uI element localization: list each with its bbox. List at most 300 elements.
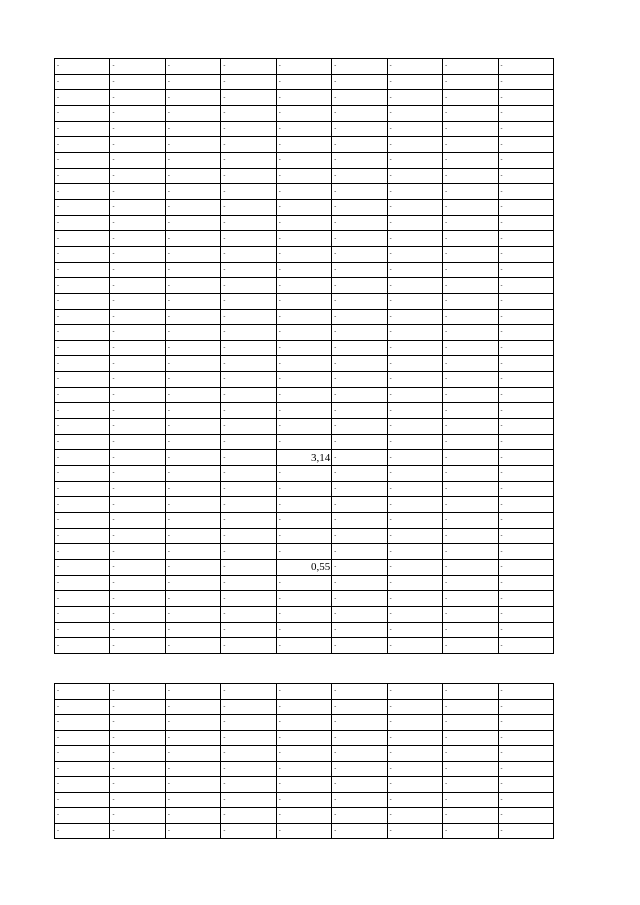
table-cell: - [498,387,554,403]
table-cell: - [498,699,554,715]
table-cell: - [165,513,220,529]
table-cell: - [498,325,554,341]
table-cell: - [443,638,498,654]
table-cell: - [55,403,110,419]
table-cell: - [387,808,442,824]
table-cell: - [165,215,220,231]
table-cell: - [332,450,387,466]
table-row [55,121,554,137]
table-cell: - [110,372,165,388]
table-cell: - [443,575,498,591]
table-cell: - [110,340,165,356]
table-cell: - [221,466,276,482]
table-cell: - [387,74,442,90]
table-row [55,808,554,824]
table-row [55,575,554,591]
table-cell: - [165,746,220,762]
table-cell: - [498,638,554,654]
table-cell: - [387,528,442,544]
table-cell: - [221,372,276,388]
table-cell: - [387,325,442,341]
table-cell: - [55,450,110,466]
table-cell: - [387,622,442,638]
table-cell: - [276,777,331,793]
table-cell: - [498,792,554,808]
table-cell: - [276,231,331,247]
table-cell: - [55,231,110,247]
table-cell: - [165,137,220,153]
table-cell: - [387,792,442,808]
table-cell: - [276,356,331,372]
table-row [55,622,554,638]
table-cell: - [221,246,276,262]
table-cell: - [443,434,498,450]
table-cell: - [110,684,165,700]
table-cell: - [387,730,442,746]
table-cell: - [55,434,110,450]
table-cell: - [55,528,110,544]
table-cell: - [332,434,387,450]
table-cell: - [498,513,554,529]
table-cell: 3,14 [276,450,331,466]
table-cell: - [498,293,554,309]
table-cell: - [165,761,220,777]
table-cell: - [221,278,276,294]
table-cell: - [276,792,331,808]
table-cell: - [443,622,498,638]
table-cell: - [165,481,220,497]
table-row [55,215,554,231]
table-cell: - [498,528,554,544]
table-cell: - [110,823,165,839]
table-cell: - [443,715,498,731]
table-cell: - [387,419,442,435]
table-cell: - [165,575,220,591]
table-cell: - [387,591,442,607]
table-cell: - [443,808,498,824]
table-cell: - [221,730,276,746]
table-cell: - [55,466,110,482]
table-cell: - [221,215,276,231]
table-cell: - [276,293,331,309]
table-row [55,777,554,793]
table-cell: - [221,699,276,715]
table-cell: - [332,591,387,607]
table-row [55,168,554,184]
table-cell: - [110,792,165,808]
table-cell: - [110,699,165,715]
table-cell: - [443,372,498,388]
table-cell: - [498,434,554,450]
table-cell: - [110,715,165,731]
table-cell: - [221,403,276,419]
table-cell: - [165,152,220,168]
table-cell: - [165,59,220,75]
table-cell: - [498,777,554,793]
table-cell: - [276,325,331,341]
table-cell: - [387,466,442,482]
table-cell: - [443,560,498,576]
table-cell: - [110,215,165,231]
table-cell: - [387,403,442,419]
table-row [55,387,554,403]
table-cell: - [443,513,498,529]
table-cell: - [443,730,498,746]
table-cell: - [276,823,331,839]
table-cell: - [443,184,498,200]
table-cell: - [221,137,276,153]
table-cell: - [387,544,442,560]
table-cell: - [221,777,276,793]
table-cell: - [55,777,110,793]
table-cell: - [55,746,110,762]
table-cell: - [498,419,554,435]
table-cell: - [498,372,554,388]
table-cell: - [498,622,554,638]
table-cell: - [498,74,554,90]
table-cell: - [165,105,220,121]
table-cell: - [221,513,276,529]
table-cell: - [110,575,165,591]
table-cell: - [387,699,442,715]
table-cell: - [110,591,165,607]
table-cell: - [55,513,110,529]
table-cell: - [165,74,220,90]
table-cell: - [110,450,165,466]
table-row [55,59,554,75]
table-cell: - [332,231,387,247]
table-cell: - [332,105,387,121]
table-cell: - [221,715,276,731]
table-cell: - [387,309,442,325]
table-cell: - [498,403,554,419]
table-cell: - [498,715,554,731]
table-cell: - [165,497,220,513]
table-cell: - [110,761,165,777]
table-cell: - [443,823,498,839]
table-cell: - [110,262,165,278]
table-cell: - [55,59,110,75]
table-cell: - [498,246,554,262]
data-table-bottom [54,683,554,839]
table-cell: - [443,591,498,607]
table-cell: - [110,481,165,497]
table-cell: - [332,340,387,356]
table-cell: - [332,372,387,388]
table-cell: - [110,419,165,435]
table-cell: - [443,792,498,808]
table-cell: - [387,105,442,121]
table-cell: - [221,606,276,622]
table-cell: - [387,278,442,294]
table-cell: - [498,184,554,200]
table-row [55,419,554,435]
table-cell: - [332,262,387,278]
table-cell: - [221,121,276,137]
table-cell: - [387,823,442,839]
table-cell: - [332,419,387,435]
table-cell: - [443,74,498,90]
table-row [55,137,554,153]
table-cell: - [55,684,110,700]
table-cell: - [332,309,387,325]
table-cell: - [443,544,498,560]
table-cell: - [498,823,554,839]
table-cell: - [165,466,220,482]
table-cell: - [332,560,387,576]
table-cell: - [110,606,165,622]
table-cell: - [387,121,442,137]
table-cell: - [165,121,220,137]
table-row [55,90,554,106]
table-cell: - [387,168,442,184]
table-cell: - [443,293,498,309]
table-cell: - [332,387,387,403]
table-cell: - [165,450,220,466]
table-cell: - [165,699,220,715]
data-table-body [55,59,554,654]
table-cell: - [110,90,165,106]
table-cell: - [55,262,110,278]
table-cell: - [276,622,331,638]
table-cell: - [332,121,387,137]
table-cell: - [443,419,498,435]
table-cell: - [165,309,220,325]
table-cell: - [332,403,387,419]
table-cell: - [387,137,442,153]
table-cell: - [443,246,498,262]
table-cell: - [443,403,498,419]
table-cell: - [110,560,165,576]
table-cell: - [165,638,220,654]
table-cell: - [276,481,331,497]
table-cell: - [165,528,220,544]
table-cell: - [387,387,442,403]
table-cell: - [387,356,442,372]
table-cell: - [276,606,331,622]
data-table-top [54,58,554,654]
table-cell: - [55,215,110,231]
table-cell: - [332,90,387,106]
table-cell: - [387,184,442,200]
table-row [55,372,554,388]
table-cell: - [443,699,498,715]
table-cell: - [165,622,220,638]
table-row [55,466,554,482]
table-cell: - [165,246,220,262]
table-cell: - [165,340,220,356]
table-row [55,528,554,544]
table-cell: - [276,121,331,137]
table-row [55,246,554,262]
table-cell: - [498,137,554,153]
table-row [55,560,554,576]
table-cell: - [276,403,331,419]
table-cell: - [55,575,110,591]
table-cell: - [387,575,442,591]
table-row [55,184,554,200]
table-cell: - [55,591,110,607]
table-cell: - [165,777,220,793]
table-cell: - [55,419,110,435]
table-cell: - [498,168,554,184]
table-row [55,403,554,419]
table-cell: - [498,730,554,746]
table-cell: - [55,606,110,622]
table-cell: - [110,513,165,529]
table-cell: - [443,325,498,341]
table-row [55,544,554,560]
table-cell: - [221,746,276,762]
table-cell: - [221,684,276,700]
table-cell: - [221,591,276,607]
table-row [55,638,554,654]
table-cell: - [332,792,387,808]
table-cell: - [387,638,442,654]
table-cell: - [55,184,110,200]
table-cell: - [443,761,498,777]
table-row [55,199,554,215]
table-cell: - [221,544,276,560]
table-cell: - [332,777,387,793]
table-cell: - [498,199,554,215]
table-cell: - [443,356,498,372]
table-cell: - [55,372,110,388]
table-row [55,356,554,372]
table-row [55,152,554,168]
table-row [55,761,554,777]
table-cell: - [55,792,110,808]
table-cell: - [55,152,110,168]
table-cell: - [498,761,554,777]
table-cell: - [221,105,276,121]
table-cell: - [332,638,387,654]
table-cell: - [165,715,220,731]
table-cell: - [332,761,387,777]
table-cell: - [221,184,276,200]
table-cell: - [443,278,498,294]
table-cell: - [498,560,554,576]
table-cell: - [443,746,498,762]
table-cell: - [332,622,387,638]
table-cell: - [276,152,331,168]
table-cell: - [276,199,331,215]
table-cell: - [276,591,331,607]
table-row [55,278,554,294]
table-cell: - [332,199,387,215]
table-cell: - [276,246,331,262]
table-cell: - [221,340,276,356]
table-cell: - [276,59,331,75]
table-cell: - [276,90,331,106]
table-cell: - [55,544,110,560]
table-cell: - [110,528,165,544]
table-cell: - [276,544,331,560]
table-cell: - [332,808,387,824]
table-cell: - [55,387,110,403]
table-row [55,513,554,529]
table-cell: - [276,387,331,403]
table-cell: - [110,746,165,762]
table-cell: - [387,231,442,247]
table-cell: - [443,152,498,168]
table-row [55,434,554,450]
table-cell: - [498,808,554,824]
table-cell: - [276,372,331,388]
table-cell: - [110,325,165,341]
table-cell: - [387,777,442,793]
table-row [55,450,554,466]
table-cell: - [387,497,442,513]
table-cell: - [387,560,442,576]
table-cell: - [498,466,554,482]
table-cell: - [276,419,331,435]
table-cell: - [387,90,442,106]
table-cell: - [498,497,554,513]
table-cell: - [221,481,276,497]
table-cell: - [498,356,554,372]
table-cell: - [332,497,387,513]
table-cell: - [443,137,498,153]
table-cell: - [221,309,276,325]
table-cell: - [276,278,331,294]
table-row [55,231,554,247]
table-cell: - [443,309,498,325]
table-row [55,74,554,90]
table-cell: - [443,199,498,215]
table-cell: - [110,808,165,824]
table-cell: 0,55 [276,560,331,576]
table-cell: - [165,184,220,200]
table-cell: - [332,466,387,482]
table-cell: - [276,309,331,325]
table-cell: - [110,199,165,215]
table-cell: - [110,246,165,262]
table-cell: - [332,513,387,529]
table-cell: - [55,622,110,638]
table-cell: - [276,528,331,544]
table-cell: - [498,544,554,560]
table-row [55,481,554,497]
table-cell: - [165,262,220,278]
table-cell: - [221,823,276,839]
table-cell: - [165,293,220,309]
table-cell: - [387,215,442,231]
table-cell: - [110,137,165,153]
table-cell: - [498,90,554,106]
table-cell: - [387,340,442,356]
table-cell: - [498,481,554,497]
table-cell: - [55,823,110,839]
table-cell: - [165,606,220,622]
table-cell: - [55,761,110,777]
table-cell: - [165,419,220,435]
table-cell: - [110,387,165,403]
table-cell: - [55,246,110,262]
table-cell: - [276,497,331,513]
table-cell: - [221,450,276,466]
table-cell: - [221,152,276,168]
table-row [55,591,554,607]
table-cell: - [387,59,442,75]
table-cell: - [387,262,442,278]
table-cell: - [55,325,110,341]
table-cell: - [443,121,498,137]
table-cell: - [110,59,165,75]
table-cell: - [276,340,331,356]
table-cell: - [165,168,220,184]
table-cell: - [387,199,442,215]
